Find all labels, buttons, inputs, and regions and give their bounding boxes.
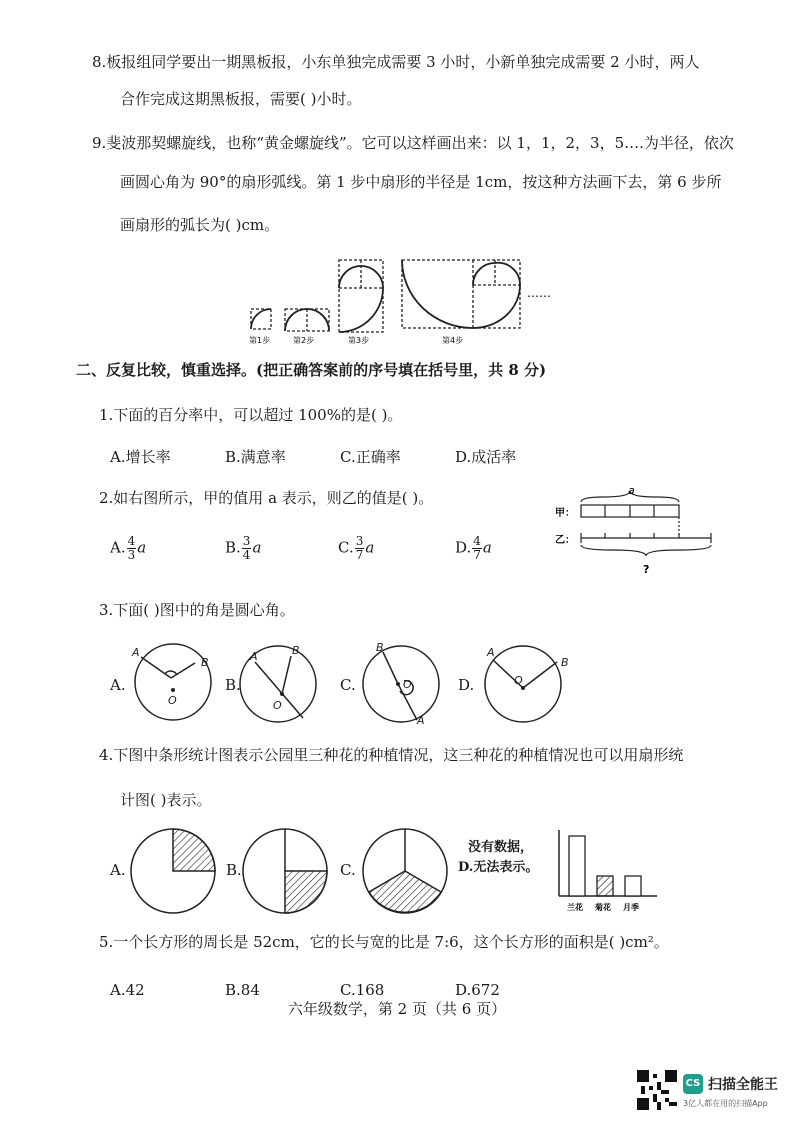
q2-option-b: B. $\frac{3}{4}$ a bbox=[225, 534, 262, 562]
step3-label: 第3步 bbox=[348, 336, 370, 345]
svg-text:B: B bbox=[201, 656, 209, 669]
step2-label: 第2步 bbox=[293, 336, 315, 345]
q4-option-d-line1: 没有数据， bbox=[468, 840, 534, 855]
bar-label-1: 菊花 bbox=[595, 903, 611, 912]
label-yi: 乙： bbox=[555, 535, 575, 546]
bar-label-2: 月季 bbox=[623, 903, 639, 912]
q9-line3: 画扇形的弧长为( )cm。 bbox=[120, 216, 280, 234]
q4-bar-chart bbox=[545, 828, 665, 918]
q5-option-d: D.672 bbox=[455, 981, 500, 999]
label-a: a bbox=[628, 484, 635, 497]
q4-option-a: A. bbox=[110, 861, 126, 879]
q2-option-a: A. $\frac{4}{3}$ a bbox=[110, 534, 147, 562]
q8-line1: 8.板报组同学要出一期黑板报，小东单独完成需要 3 小时，小新单独完成需要 2 小时，两人 bbox=[92, 53, 700, 71]
q2-segment-diagram bbox=[553, 483, 718, 583]
bar-2 bbox=[625, 876, 641, 896]
q4-pie-options bbox=[105, 825, 455, 920]
pie-b-slice bbox=[285, 871, 327, 913]
q5-option-b: B.84 bbox=[225, 981, 260, 999]
pie-c-slice bbox=[369, 871, 441, 912]
q4-option-c: C. bbox=[340, 861, 356, 879]
q3-stem: 3.下面( )图中的角是圆心角。 bbox=[99, 601, 295, 619]
pie-a-slice bbox=[173, 829, 215, 871]
svg-text:A: A bbox=[487, 646, 495, 659]
step4-label: 第4步 bbox=[442, 336, 464, 345]
svg-text:A: A bbox=[417, 714, 425, 727]
bar-0 bbox=[569, 836, 585, 896]
camscanner-name: 扫描全能王 bbox=[708, 1077, 778, 1093]
svg-text:O: O bbox=[514, 674, 523, 687]
q1-stem: 1.下面的百分率中，可以超过 100%的是( )。 bbox=[99, 406, 403, 424]
q2-stem: 2.如右图所示，甲的值用 a 表示，则乙的值是( )。 bbox=[99, 489, 434, 507]
yi-brace bbox=[581, 545, 711, 556]
qr-code-icon bbox=[637, 1070, 677, 1110]
q9-line1: 9.斐波那契螺旋线，也称“黄金螺旋线”。它可以这样画出来：以 1，1，2，3，5….为半径，依次 bbox=[92, 134, 734, 152]
step4-arc bbox=[402, 260, 520, 328]
step1-label: 第1步 bbox=[249, 336, 271, 345]
q8-line2: 合作完成这期黑板报，需要( )小时。 bbox=[120, 90, 362, 108]
q2-option-c: C. $\frac{3}{7}$ a bbox=[338, 534, 375, 562]
q3-option-b: B. bbox=[225, 676, 241, 694]
camscanner-tagline: 3亿人都在用的扫描App bbox=[683, 1099, 768, 1108]
q4-option-d-line2: D.无法表示。 bbox=[458, 860, 539, 875]
q1-option-c: C.正确率 bbox=[340, 448, 401, 466]
svg-text:B: B bbox=[376, 641, 384, 654]
svg-text:O: O bbox=[168, 694, 177, 707]
q9-line2: 画圆心角为 90°的扇形弧线。第 1 步中扇形的半径是 1cm，按这种方法画下去，第 6 步所 bbox=[120, 173, 722, 191]
q3-option-d: D. bbox=[458, 676, 475, 694]
label-jia: 甲： bbox=[555, 508, 575, 519]
q4-stem2: 计图( )表示。 bbox=[120, 791, 212, 809]
svg-text:O: O bbox=[273, 699, 282, 712]
svg-text:B: B bbox=[561, 656, 569, 669]
q5-option-c: C.168 bbox=[340, 981, 385, 999]
q5-stem: 5.一个长方形的周长是 52cm，它的长与宽的比是 7:6，这个长方形的面积是( )cm²。 bbox=[99, 933, 669, 951]
camscanner-logo-icon: CS bbox=[683, 1074, 703, 1094]
step1-arc bbox=[251, 309, 271, 329]
section2-heading: 二、反复比较，慎重选择。(把正确答案前的序号填在括号里，共 8 分) bbox=[76, 361, 547, 379]
q3-option-c: C. bbox=[340, 676, 356, 694]
spiral-ellipsis: …… bbox=[527, 286, 551, 300]
q4-stem1: 4.下图中条形统计图表示公园里三种花的种植情况，这三种花的种植情况也可以用扇形统 bbox=[99, 746, 684, 764]
svg-text:B: B bbox=[292, 644, 300, 657]
q1-option-b: B.满意率 bbox=[225, 448, 286, 466]
bar-label-0: 兰花 bbox=[567, 903, 583, 912]
svg-text:A: A bbox=[250, 650, 258, 663]
q1-option-d: D.成活率 bbox=[455, 448, 517, 466]
label-question: ? bbox=[643, 563, 650, 576]
bar-1 bbox=[597, 876, 613, 896]
q4-option-b: B. bbox=[226, 861, 242, 879]
q2-option-d: D. $\frac{4}{7}$ a bbox=[455, 534, 492, 562]
q3-option-a: A. bbox=[110, 676, 126, 694]
svg-text:A: A bbox=[132, 646, 140, 659]
page-footer: 六年级数学，第 2 页（共 6 页） bbox=[287, 1000, 507, 1018]
q5-option-a: A.42 bbox=[110, 981, 145, 999]
fibonacci-spiral-figure bbox=[245, 255, 585, 347]
q1-option-a: A.增长率 bbox=[110, 448, 171, 466]
svg-text:O: O bbox=[403, 678, 412, 691]
